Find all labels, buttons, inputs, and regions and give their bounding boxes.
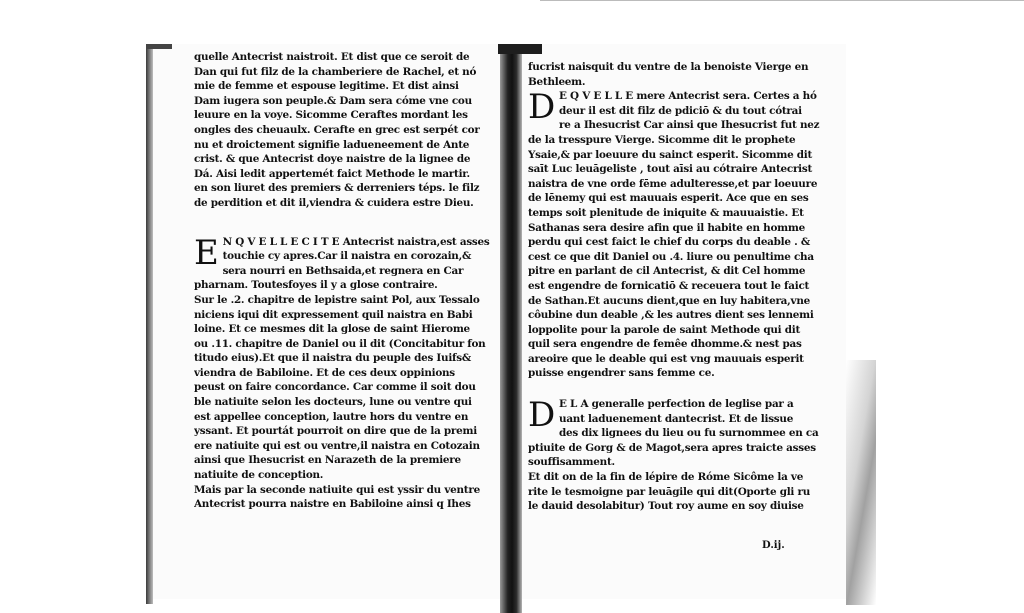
paragraph-gap: [194, 211, 492, 235]
text-line: pitre en parlant de cil Antecrist, & dit Cel homme: [528, 265, 806, 278]
text-line: de lēnemy qui est mauuais esperit. Ace que en ses: [528, 192, 809, 205]
text-line: Ysaie,& par loeuure du sainct esperit. Sicomme dit: [528, 148, 813, 161]
text-line: natiuite de conception.: [194, 469, 324, 482]
gutter-top-shadow: [498, 44, 542, 54]
text-line: areoire que le deable qui est vng mauuais esperit: [528, 352, 804, 365]
text-line: naistra de vne orde fēme adulteresse,et par loeuure: [528, 177, 818, 190]
text-line: est appellee conception, lautre hors du ventre en: [194, 410, 469, 423]
text-line: pharnam. Toutesfoyes il y a glose contraire.: [194, 279, 438, 292]
text-line: quelle Antecrist naistroit. Et dist que ce seroit de: [194, 51, 470, 63]
text-line: N Q V E L L E C I T E Antecrist naistra,est asses: [222, 235, 490, 248]
drop-cap: D: [528, 87, 556, 128]
text-line: E L A generalle perfection de leglise par a: [559, 398, 794, 411]
text-line: quil sera engendre de femêe dhomme.& nest pas: [528, 338, 802, 351]
scan-top-line: [540, 0, 1024, 1]
text-line: viendra de Babiloine. Et de ces deux oppinions: [194, 366, 455, 379]
left-page-corner-shadow: [146, 44, 172, 49]
text-line: crist. & que Antecrist doye naistre de la lignee de: [194, 153, 471, 166]
text-line: Dan qui fut filz de la chamberiere de Rachel, et nó: [194, 65, 477, 78]
text-line: des dix lignees du lieu ou fu surnommee en ca: [559, 427, 819, 440]
text-line: mie de femme et espouse legitime. Et dist ainsi: [194, 80, 459, 93]
drop-cap: E: [194, 232, 219, 273]
text-line: saīt Luc leuāgeliste , tout aīsi au cótraire Antecrist: [528, 163, 813, 176]
text-line: temps soit plenitude de iniquite & mauuaistie. Et: [528, 206, 804, 219]
text-line: loine. Et ce mesmes dit la glose de saint Hierome: [194, 323, 470, 336]
text-line: ble natiuite selon les docteurs, lune ou ventre qui: [194, 396, 472, 409]
text-line: loppolite pour la parole de saint Methode qui dit: [528, 323, 801, 336]
drop-cap: D: [528, 395, 556, 436]
text-line: de la tresspure Vierge. Sicomme dit le prophete: [528, 133, 796, 146]
text-line: touchie cy apres.Car il naistra en corozain,&: [222, 250, 472, 263]
text-line: de Sathan.Et aucuns dient,que en luy habitera,vne: [528, 294, 810, 307]
left-page-edge-shadow: [146, 44, 153, 604]
text-line: ere natiuite qui est ou ventre,il naistra en Cotozain: [194, 439, 480, 452]
text-line: re a Ihesucrist Car ainsi que Ihesucrist fut nez: [559, 119, 820, 132]
text-line: en son liuret des premiers & derreniers téps. le filz: [194, 182, 480, 195]
text-line: titudo eius).Et que il naistra du peuple des Iuifs&: [194, 352, 471, 365]
text-line: Dá. Aisi ledit appertemét faict Methode le martir.: [194, 167, 470, 180]
text-line: E Q V E L L E mere Antecrist sera. Certes a hó: [559, 90, 817, 103]
text-line: sera nourri en Bethsaida,et regnera en Car: [222, 264, 464, 277]
right-text-column: [528, 60, 824, 514]
text-line: côubine dun deable ,& les autres dient ses lennemi: [528, 309, 814, 322]
text-line: ptiuite de Gorg & de Magot,sera apres traicte asses: [528, 441, 816, 454]
text-line: Sur le .2. chapitre de lepistre saint Pol, aux Tessalo: [194, 293, 480, 306]
text-line: uant laduenement dantecrist. Et de lissue: [559, 412, 794, 425]
text-line: Dam iugera son peuple.& Dam sera cóme vne cou: [194, 94, 472, 107]
text-line: est engendre de fornicatiō & receuera tout le faict: [528, 279, 810, 292]
right-paragraph-1: [528, 60, 824, 89]
text-line: le dauid desolabitur) Tout roy aume en soy diuise: [528, 500, 804, 513]
text-line: Bethleem.: [528, 75, 586, 88]
text-line: ou .11. chapitre de Daniel ou il dit (Concitabitur fon: [194, 337, 486, 350]
right-paragraph-2: [528, 89, 824, 381]
left-text-column: [194, 50, 492, 512]
text-line: nu et droictement signifie ladueneement de Ante: [194, 138, 470, 151]
text-line: de perdition et dit il,viendra & cuidera estre Dieu.: [194, 196, 474, 209]
text-line: Et dit on de la fin de lépire de Róme Sicôme la ve: [528, 471, 804, 484]
text-line: ongles des cheuaulx. Cerafte en grec est serpét cor: [194, 123, 480, 136]
text-line: yssant. Et pourtát pourroit on dire que de la premi: [194, 425, 477, 438]
text-line: souffisamment.: [528, 456, 615, 469]
text-line: fucrist naisquit du ventre de la benoiste Vierge en: [528, 61, 809, 73]
right-page-edge-blur: [846, 360, 876, 605]
text-line: ainsi que Ihesucrist en Narazeth de la premiere: [194, 454, 461, 467]
text-line: niciens iqui dit expressement quil naistra en Babi: [194, 308, 473, 321]
right-paragraph-3: [528, 397, 824, 514]
text-line: Sathanas sera desire afin que il habite en homme: [528, 221, 806, 234]
paragraph-gap: [528, 381, 824, 397]
text-line: perdu qui cest faict le chief du corps du deable . &: [528, 236, 810, 249]
catchword-signature: D.ij.: [762, 540, 785, 551]
text-line: cest ce que dit Daniel ou .4. liure ou penultime cha: [528, 250, 814, 263]
text-line: deur il est dit filz de pdiciō & du tout cótrai: [559, 104, 802, 117]
left-paragraph-1: [194, 50, 492, 211]
text-line: puisse engendrer sans femme ce.: [528, 367, 715, 380]
book-gutter: [500, 44, 522, 613]
text-line: rite le tesmoigne par leuāgile qui dit(Oporte gli ru: [528, 485, 810, 498]
text-line: Mais par la seconde natiuite qui est yssir du ventre: [194, 483, 480, 496]
text-line: Antecrist pourra naistre en Babiloine ainsi q Ihes: [194, 498, 471, 511]
text-line: peust on faire concordance. Car comme il soit dou: [194, 381, 476, 394]
left-paragraph-2: [194, 232, 492, 512]
text-line: leuure en la voye. Sicomme Ceraftes mordant les: [194, 109, 468, 122]
